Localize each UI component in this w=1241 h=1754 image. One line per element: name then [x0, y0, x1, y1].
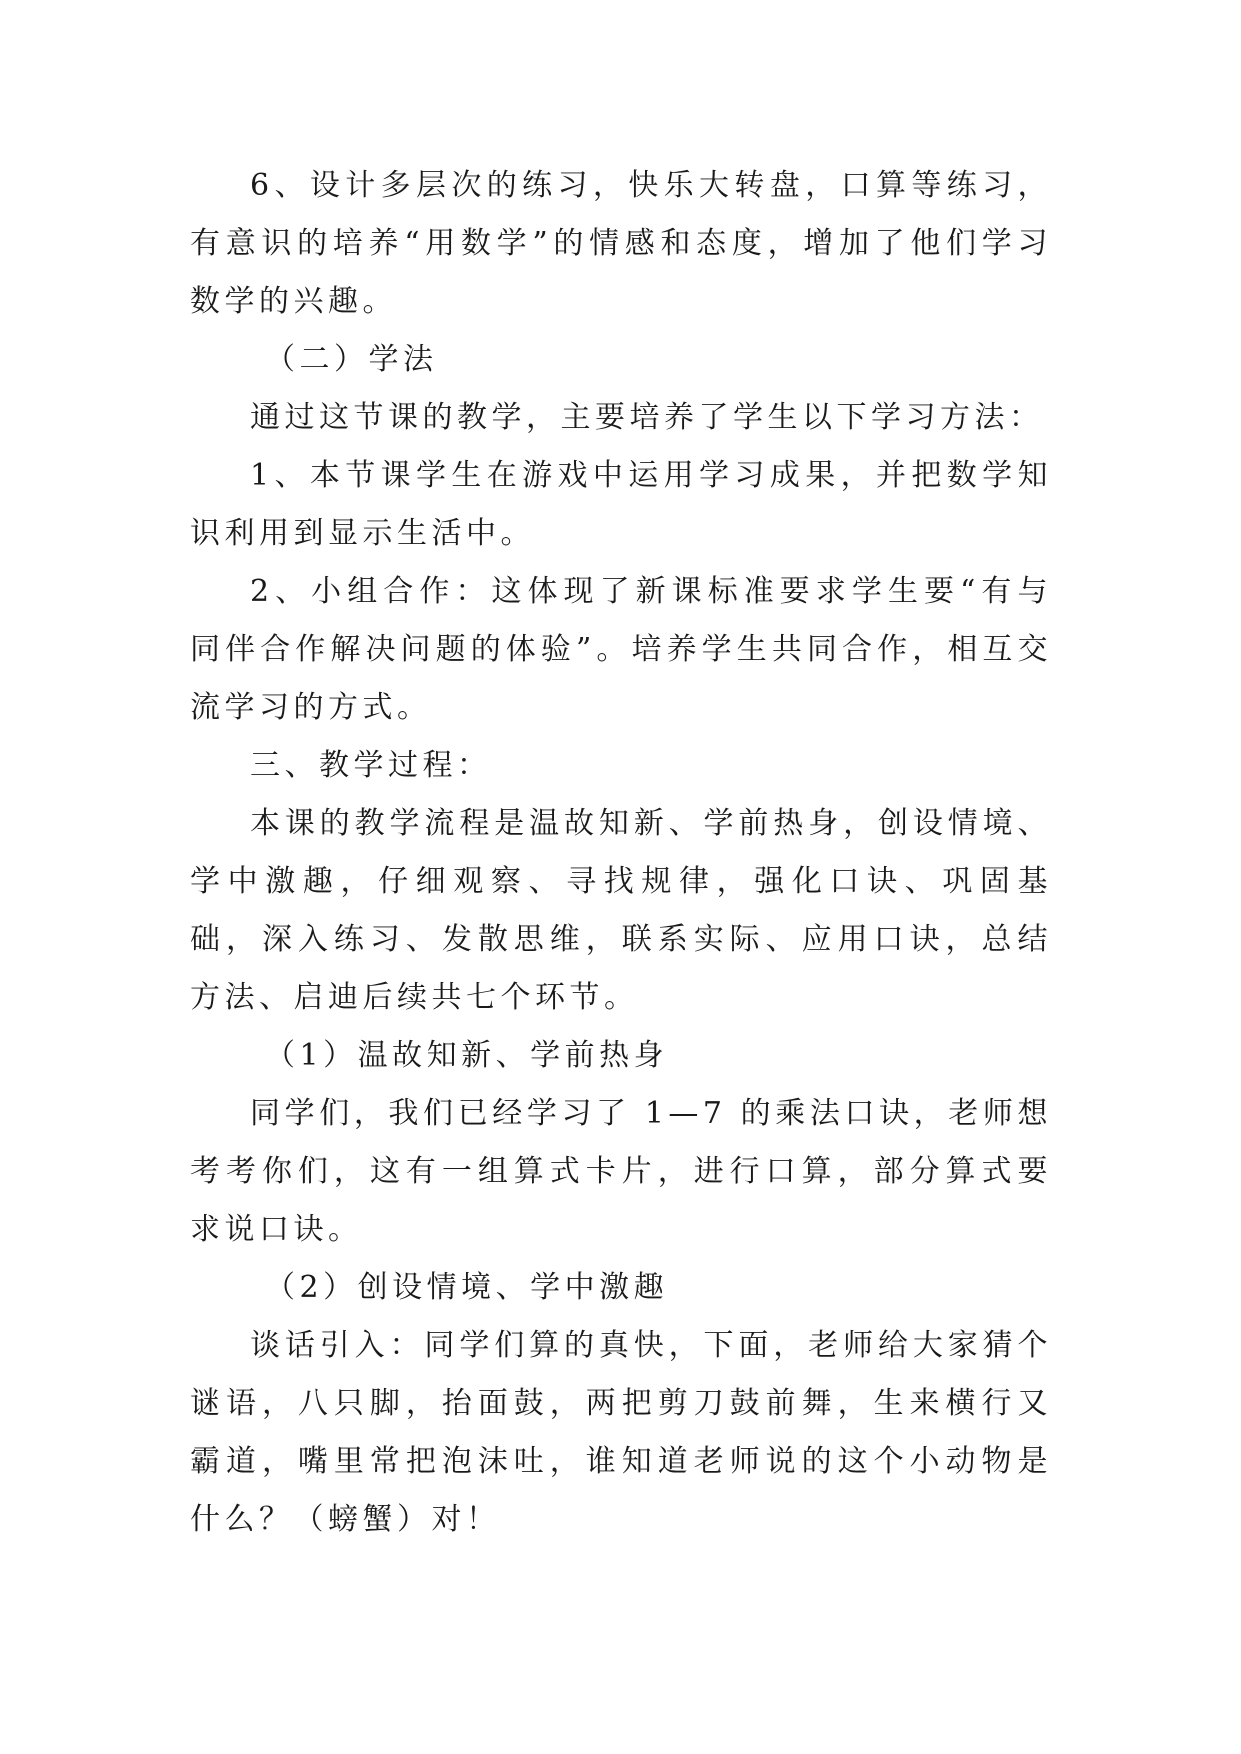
- document-body: [190, 157, 1052, 1549]
- section-heading-learning-method: （二）学法: [265, 342, 438, 377]
- subheading-create-scenario: （2）创设情境、学中激趣: [265, 1270, 669, 1305]
- paragraph-riddle-intro: 谈话引入：同学们算的真快，下面，老师给大家猜个谜语，八只脚，抬面鼓，两把剪刀鼓前舞，生来横行又霸道，嘴里常把泡沫吐，谁知道老师说的这个小动物是什么？（螃蟹）对！: [190, 1328, 1052, 1537]
- paragraph-exercise-design: 6、设计多层次的练习，快乐大转盘，口算等练习，有意识的培养“用数学”的情感和态度，增加了他们学习数学的兴趣。: [190, 168, 1052, 319]
- section-heading-teaching-process: 三、教学过程：: [250, 748, 492, 783]
- paragraph-review-warmup: 同学们，我们已经学习了 1—7 的乘法口诀，老师想考考你们，这有一组算式卡片，进行口算，部分算式要求说口诀。: [190, 1096, 1052, 1247]
- subheading-review-warmup: （1）温故知新、学前热身: [265, 1038, 669, 1073]
- paragraph-learning-method-intro: 通过这节课的教学，主要培养了学生以下学习方法：: [250, 400, 1044, 435]
- paragraph-learning-method-1: 1、本节课学生在游戏中运用学习成果，并把数学知识利用到显示生活中。: [190, 458, 1052, 551]
- paragraph-learning-method-2: 2、小组合作：这体现了新课标准要求学生要“有与同伴合作解决问题的体验”。培养学生共同合作，相互交流学习的方式。: [190, 574, 1052, 725]
- paragraph-teaching-process-overview: 本课的教学流程是温故知新、学前热身，创设情境、学中激趣，仔细观察、寻找规律，强化口诀、巩固基础，深入练习、发散思维，联系实际、应用口诀，总结方法、启迪后续共七个环节。: [190, 806, 1052, 1015]
